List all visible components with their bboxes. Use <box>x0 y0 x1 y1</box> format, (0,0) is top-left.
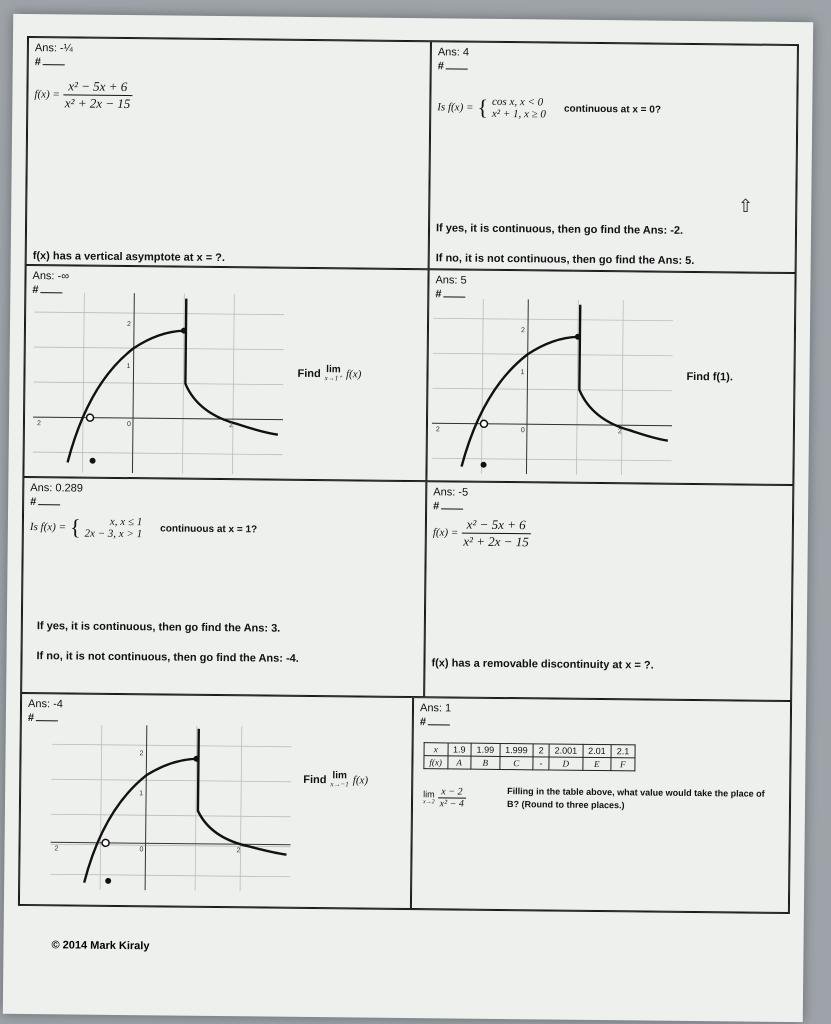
answer-label: Ans: 4 <box>437 46 470 59</box>
no-instruction: If no, it is not continuous, then go find the Ans: 5. <box>435 252 695 267</box>
answer-label: Ans: -¼ <box>34 42 73 55</box>
answer-label: Ans: 5 <box>435 274 467 287</box>
values-table <box>423 742 635 771</box>
rational-expression <box>63 78 133 112</box>
no-instruction: If no, it is not continuous, then go find the Ans: -4. <box>36 650 299 665</box>
continuity-question: continuous at x = 1? <box>160 522 258 535</box>
numerator: x − 2 <box>438 786 466 798</box>
problem-cell-5 <box>21 477 426 697</box>
y-axis-tick: 2 <box>520 327 525 335</box>
table-cell: 1.9 <box>448 743 472 756</box>
table-cell: F <box>611 758 635 771</box>
y-axis-tick: 2 <box>139 750 144 758</box>
worksheet-page <box>3 14 813 1022</box>
brace-icon: { <box>69 514 81 540</box>
limit-question <box>303 771 368 789</box>
x-axis-tick-pos: 2 <box>236 847 241 855</box>
limit-operator: lim <box>326 364 341 376</box>
function-graph <box>50 724 292 892</box>
rational-expression <box>461 517 531 551</box>
y-axis-tick-low: 1 <box>139 790 144 798</box>
x-axis-tick-neg: 2 <box>435 426 440 434</box>
table-cell: A <box>447 756 471 769</box>
limit-question <box>297 365 361 383</box>
limit-operator: lim <box>332 770 347 782</box>
problem-cell-8 <box>411 697 791 913</box>
table-row-fx <box>424 756 635 771</box>
problem-cell-3 <box>23 265 428 481</box>
x-axis-tick-pos: 2 <box>228 422 233 430</box>
problem-cell-2 <box>429 41 798 273</box>
table-cell: B <box>471 756 500 769</box>
problem-number-blank: # <box>30 496 60 508</box>
function-label: f(x) = <box>34 88 60 101</box>
find-label: Find <box>297 367 321 380</box>
table-cell: 2.01 <box>583 744 612 757</box>
problem-number-blank: # <box>433 500 463 512</box>
copyright-footer: © 2014 Mark Kiraly <box>51 939 150 953</box>
limit-operator: lim <box>423 789 435 800</box>
problem-cell-6 <box>424 481 793 701</box>
problem-cell-1 <box>26 37 431 269</box>
table-cell: 1.99 <box>471 743 500 756</box>
table-cell: 2 <box>533 744 549 757</box>
answer-label: Ans: -∞ <box>32 270 70 283</box>
continuity-question: continuous at x = 0? <box>563 103 662 116</box>
table-instructions: Filling in the table above, what value would take the place of B? (Round to three places.) <box>506 786 765 810</box>
question-text: f(x) has a removable discontinuity at x = ?. <box>431 657 654 672</box>
brace-icon: { <box>477 94 489 120</box>
yes-instruction: If yes, it is continuous, then go find the Ans: -2. <box>435 222 684 237</box>
limit-expression <box>423 786 466 809</box>
problem-number-blank: # <box>438 60 468 72</box>
x-axis-tick-zero: 0 <box>520 427 525 435</box>
piece-2: x² + 1, x ≥ 0 <box>491 107 547 121</box>
x-axis-tick-pos: 2 <box>617 428 622 436</box>
table-cell: D <box>549 757 583 770</box>
function-definition <box>433 516 531 550</box>
function-graph <box>32 292 284 475</box>
denominator: x² + 2x − 15 <box>64 95 131 112</box>
piece-1: cos x, x < 0 <box>492 95 544 109</box>
find-label: Find <box>303 773 327 786</box>
table-cell: C <box>499 756 533 769</box>
problem-number-blank: # <box>35 56 65 68</box>
table-cell: 1.999 <box>500 743 534 756</box>
x-axis-tick-zero: 0 <box>139 846 144 854</box>
table-cell: 2.1 <box>611 745 635 758</box>
piece-2: 2x − 3, x > 1 <box>84 527 143 541</box>
y-axis-tick: 2 <box>126 321 131 329</box>
function-definition <box>34 78 132 112</box>
function-label: Is f(x) = <box>437 101 474 114</box>
table-cell: - <box>533 757 549 770</box>
x-axis-tick-zero: 0 <box>126 421 131 429</box>
function-label: Is f(x) = <box>29 521 67 534</box>
answer-label: Ans: 0.289 <box>30 482 83 495</box>
table-header-fx: f(x) <box>424 756 448 769</box>
limit-subscript: x→1⁺ <box>324 374 343 383</box>
yes-instruction: If yes, it is continuous, then go find the Ans: 3. <box>36 620 281 635</box>
question-text: f(x) has a vertical asymptote at x = ?. <box>32 250 226 265</box>
answer-label: Ans: -5 <box>433 486 469 499</box>
function-label: f(x) <box>345 367 362 381</box>
piece-1: x, x ≤ 1 <box>109 515 143 529</box>
numerator: x² − 5x + 6 <box>63 78 133 96</box>
table-cell: E <box>582 757 611 770</box>
table-cell: 2.001 <box>549 744 583 757</box>
denominator: x² − 4 <box>439 798 464 810</box>
table-header-x: x <box>424 743 448 756</box>
limit-subscript: x→−1 <box>330 780 349 789</box>
rational-expression <box>438 786 466 809</box>
x-axis-tick-neg: 2 <box>54 845 59 853</box>
numerator: x² − 5x + 6 <box>461 517 531 535</box>
find-value-question: Find f(1). <box>686 370 733 384</box>
problem-number-blank: # <box>28 712 58 724</box>
problem-cell-7 <box>19 693 413 909</box>
mouse-cursor-icon: ⇧ <box>738 196 754 216</box>
answer-label: Ans: 1 <box>419 702 452 715</box>
problem-cell-4 <box>426 269 795 485</box>
problem-grid <box>18 36 799 914</box>
x-axis-tick-neg: 2 <box>36 420 41 428</box>
problem-number-blank: # <box>32 284 62 296</box>
problem-number-blank: # <box>435 288 465 300</box>
y-axis-tick-low: 1 <box>520 369 525 377</box>
function-label: f(x) <box>352 773 369 787</box>
piecewise-question <box>30 514 258 542</box>
function-graph <box>431 298 673 476</box>
limit-subscript: x→2 <box>422 799 435 806</box>
function-label: f(x) = <box>432 526 459 539</box>
answer-label: Ans: -4 <box>27 698 63 711</box>
denominator: x² + 2x − 15 <box>463 533 529 550</box>
piecewise-question <box>437 94 661 122</box>
problem-number-blank: # <box>420 716 450 728</box>
y-axis-tick-low: 1 <box>126 363 131 371</box>
